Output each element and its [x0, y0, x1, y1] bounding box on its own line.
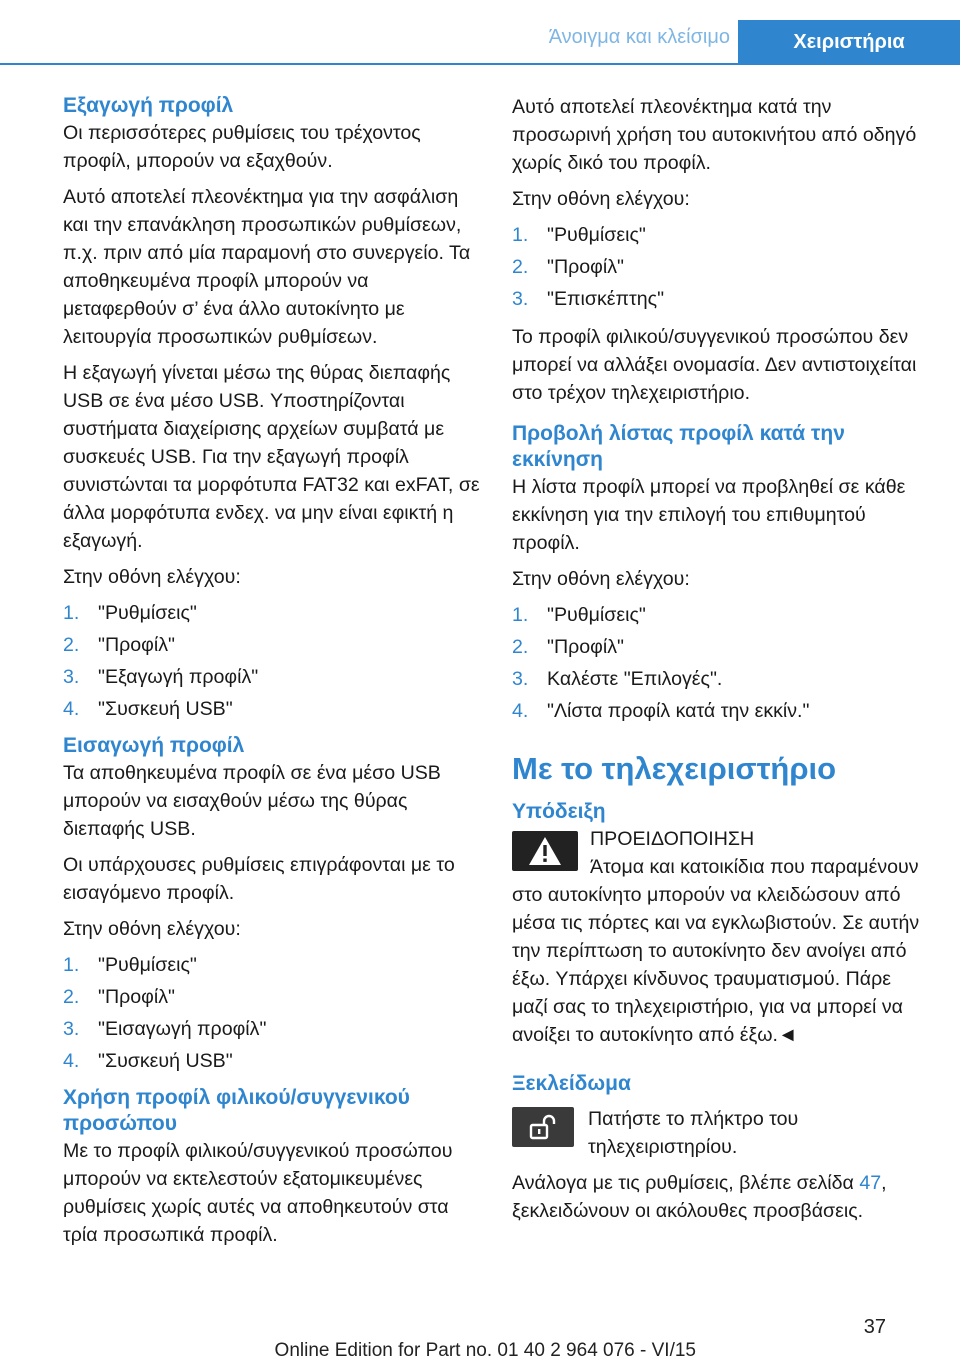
section-title-profile-list: Προβολή λίστας προφίλ κατά την εκκίνηση	[512, 422, 845, 471]
section-title-export: Εξαγωγή προφίλ	[63, 94, 234, 117]
page-link[interactable]: 47	[859, 1172, 882, 1194]
unlock-block	[512, 1103, 926, 1161]
list-item: 3. Καλέστε "Επιλογές".	[512, 668, 723, 690]
list-item: 1. "Ρυθμίσεις"	[512, 604, 646, 626]
paragraph: Στην οθόνη ελέγχου:	[512, 568, 690, 590]
section-title-note: Υπόδειξη	[512, 800, 606, 823]
paragraph: Αυτό αποτελεί πλεονέκτημα κατά την προσωρινή χρήση του αυτοκινήτου από οδηγό χωρίς δικό του προφίλ.	[512, 96, 917, 174]
list-item: 1. "Ρυθμίσεις"	[63, 954, 197, 976]
list-item: 2. "Προφίλ"	[63, 634, 175, 656]
list-item: 1. "Ρυθμίσεις"	[512, 224, 646, 246]
paragraph: Τα αποθηκευμένα προφίλ σε ένα μέσο USB μπορούν να εισαχθούν μέσω της θύρας διεπαφής USB.	[63, 762, 441, 840]
paragraph: Με το προφίλ φιλικού/συγγενικού προσώπου μπορούν να εκτελεστούν εξατομικευμένες ρυθμίσεις χωρίς αυτές να αποθηκευτούν στα τρία προσωπικά προφίλ.	[63, 1140, 453, 1246]
paragraph: Το προφίλ φιλικού/συγγενικού προσώπου δεν μπορεί να αλλάξει ονομασία. Δεν αντιστοιχείται στο τρέχον τηλεχειριστήριο.	[512, 326, 917, 404]
steps-list-guest	[512, 221, 926, 313]
paragraph: Η λίστα προφίλ μπορεί να προβληθεί σε κάθε εκκίνηση για την επιλογή του επιθυμητού προφίλ.	[512, 476, 906, 554]
paragraph: Ανάλογα με τις ρυθμίσεις, βλέπε σελίδα 47, ξεκλειδώνουν οι ακόλουθες προσβάσεις.	[512, 1172, 887, 1222]
list-item: 2. "Προφίλ"	[512, 636, 624, 658]
list-item: 3. "Εισαγωγή προφίλ"	[63, 1018, 267, 1040]
page-header	[0, 0, 960, 64]
page-number: 37	[863, 1316, 886, 1338]
right-column	[512, 93, 926, 1233]
chapter-title-remote: Με το τηλεχειριστήριο	[512, 751, 837, 786]
list-item: 2. "Προφίλ"	[63, 986, 175, 1008]
paragraph: Οι υπάρχουσες ρυθμίσεις επιγράφονται με το εισαγόμενο προφίλ.	[63, 854, 455, 904]
edition-note: Online Edition for Part no. 01 40 2 964 076 - VI/15	[274, 1340, 696, 1361]
unlock-button-icon	[512, 1107, 574, 1147]
header-rule	[0, 63, 960, 65]
list-item: 4. "Λίστα προφίλ κατά την εκκίν."	[512, 700, 810, 722]
section-title-import: Εισαγωγή προφίλ	[63, 734, 245, 757]
paragraph: Η εξαγωγή γίνεται μέσω της θύρας διεπαφής USB σε ένα μέσο USB. Υποστηρίζονται συστήματα διαχείρισης αρχείων συμβατά με συσκευές USB. Για την εξαγωγή προφίλ συνιστώνται τα μορφότυπα FAT32 και exFAT, σε άλλα μορφότυπα ενδεχ. να μην είναι εφικτή η εξαγωγή.	[63, 362, 480, 552]
steps-list-profile-list	[512, 601, 926, 725]
paragraph: Οι περισσότερες ρυθμίσεις του τρέχοντος προφίλ, μπορούν να εξαχθούν.	[63, 122, 421, 172]
paragraph: Αυτό αποτελεί πλεονέκτημα για την ασφάλιση και την επανάκληση προσωπικών ρυθμίσεων, π.χ. πριν από μία παραμονή στο συνεργείο. Τα αποθηκευμένα προφίλ μπορούν να μεταφερθούν σ’ ένα άλλο αυτοκίνητο με λειτουργία προσωπικών ρυθμίσεων.	[63, 186, 471, 348]
list-item: 2. "Προφίλ"	[512, 256, 624, 278]
list-item: 4. "Συσκευή USB"	[63, 698, 233, 720]
list-item: 4. "Συσκευή USB"	[63, 1050, 233, 1072]
warning-icon	[512, 831, 578, 871]
paragraph: Στην οθόνη ελέγχου:	[63, 918, 241, 940]
unlock-instruction: Πατήστε το πλήκτρο του τηλεχειριστηρίου.	[588, 1108, 799, 1158]
breadcrumb: Άνοιγμα και κλείσιμο	[548, 26, 730, 48]
warning-text: Άτομα και κατοικίδια που παραμένουν στο αυτοκίνητο μπορούν να κλειδώσουν από μέσα τις πόρτες και να εγκλωβιστούν. Σε αυτήν την περίπτωση το αυτοκίνητο δεν ανοίγει από έξω. Υπάρχει κίνδυνος τραυματισμού. Πάρε μαζί σας το τηλεχειριστήριο, για να μπορεί να ανοίξει το αυτοκίνητο από έξω.◄	[512, 856, 920, 1046]
steps-list-export	[63, 599, 481, 723]
list-item: 1. "Ρυθμίσεις"	[63, 602, 197, 624]
warning-label: ΠΡΟΕΙΔΟΠΟΙΗΣΗ	[590, 828, 755, 850]
paragraph: Στην οθόνη ελέγχου:	[63, 566, 241, 588]
steps-list-import	[63, 951, 481, 1075]
section-title-guest-profile: Χρήση προφίλ φιλικού/συγγενικού προσώπου	[63, 1086, 410, 1135]
section-title-unlock: Ξεκλείδωμα	[512, 1072, 631, 1095]
paragraph: Στην οθόνη ελέγχου:	[512, 188, 690, 210]
warning-block	[512, 825, 926, 1049]
list-item: 3. "Επισκέπτης"	[512, 288, 665, 310]
left-column	[63, 93, 481, 1257]
section-tab: Χειριστήρια	[738, 20, 960, 64]
list-item: 3. "Εξαγωγή προφίλ"	[63, 666, 259, 688]
